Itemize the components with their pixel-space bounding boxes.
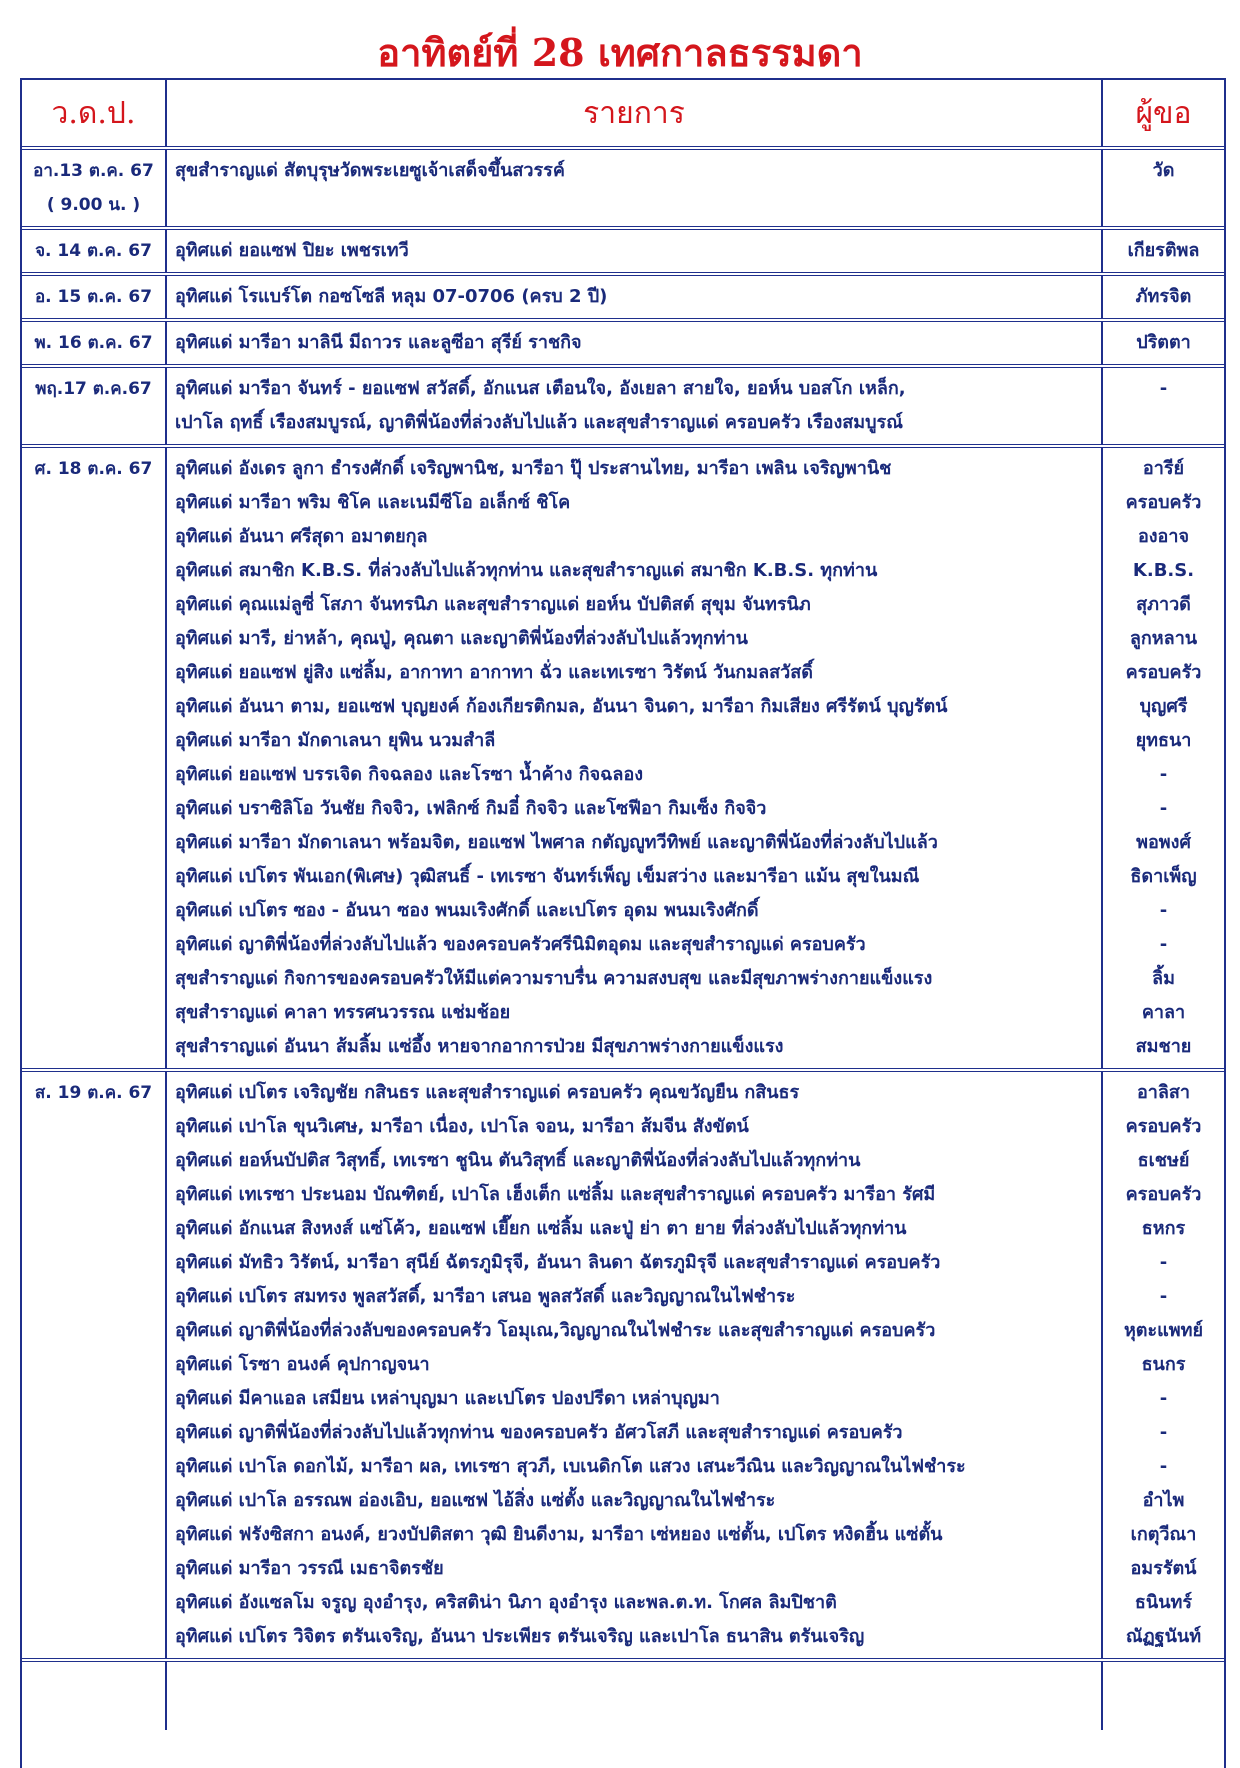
requester-name: - [1159, 1252, 1168, 1273]
intention-line: อุทิศแด่ มีคาแอล เสมียน เหล่าบุญมา และเปโตร ปองปรีดา เหล่าบุญมา [175, 1388, 720, 1409]
intention-line: อุทิศแด่ เปาโล ดอกไม้, มารีอา ผล, เทเรซา สุวภี, เบเนดิกโต แสวง เสนะวีณิน และวิญญาณในไฟชำระ [175, 1456, 966, 1477]
intention-line: อุทิศแด่ เปโตร ซอง - อันนา ซอง พนมเริงศักดิ์ และเปโตร อุดม พนมเริงศักดิ์ [175, 900, 759, 921]
items-cell [166, 228, 1102, 274]
date-text: อา.13 ต.ค. 67 [33, 161, 154, 181]
intention-line: อุทิศแด่ มารีอา จันทร์ - ยอแซฟ สวัสดิ์, อักแนส เตือนใจ, อังเยลา สายใจ, ยอห์น บอสโก เหล็ก, [175, 378, 906, 399]
intention-line: อุทิศแด่ โรซา อนงค์ คุปกาญจนา [175, 1354, 430, 1375]
table-row [22, 320, 1224, 366]
intention-line: อุทิศแด่ อันนา ศรีสุดา อมาตยกุล [175, 526, 428, 547]
intention-line: อุทิศแด่ ญาติพี่น้องที่ล่วงลับไปแล้วทุกท่าน ของครอบครัว อัศวโสภี และสุขสำราญแด่ ครอบครัว [175, 1422, 903, 1443]
items-cell [166, 274, 1102, 320]
intention-line: อุทิศแด่ ญาติพี่น้องที่ล่วงลับไปแล้ว ของครอบครัวศรีนิมิตอุดม และสุขสำราญแด่ ครอบครัว [175, 934, 866, 955]
empty-cell [166, 1660, 1102, 1730]
items-cell [166, 366, 1102, 446]
empty-cell [22, 1660, 166, 1730]
requester-name: ครอบครัว [1125, 1116, 1202, 1137]
table-row [22, 274, 1224, 320]
intention-line: อุทิศแด่ อังเดร ลูกา ธำรงศักดิ์ เจริญพานิช, มารีอา ปุ๊ ประสานไทย, มารีอา เพลิน เจริญพานิช [175, 458, 892, 479]
requester-name: พอพงศ์ [1136, 832, 1191, 853]
page-title: อาทิตย์ที่ 28 เทศกาลธรรมดา [377, 30, 863, 75]
items-cell [166, 320, 1102, 366]
items-cell [166, 446, 1102, 1070]
requester-name: ครอบครัว [1125, 662, 1202, 683]
requester-name: อาลิสา [1136, 1082, 1191, 1103]
requester-name: - [1159, 1388, 1168, 1409]
requester-cell [1102, 1070, 1224, 1660]
intention-line: อุทิศแด่ มารีอา พริม ชิโค และเนมีซีโอ อเล็กซ์ ชิโค [175, 492, 571, 513]
requester-name: ครอบครัว [1125, 1184, 1202, 1205]
requester-name: ลิ้ม [1152, 968, 1175, 989]
date-text: ส. 19 ต.ค. 67 [34, 1083, 153, 1103]
date-text: ศ. 18 ต.ค. 67 [34, 459, 153, 479]
intention-line: อุทิศแด่ ญาติพี่น้องที่ล่วงลับของครอบครัว โอมุเณ,วิญญาณในไฟชำระ และสุขสำราญแด่ ครอบครัว [175, 1320, 936, 1341]
requester-name: ภัทรจิต [1135, 286, 1192, 307]
intention-line: อุทิศแด่ ยอแซฟ ปิยะ เพชรเทวี [175, 240, 409, 261]
requester-cell [1102, 446, 1224, 1070]
items-cell [166, 148, 1102, 228]
intention-line: อุทิศแด่ มารี, ย่าหล้า, คุณปู่, คุณตา และญาติพี่น้องที่ล่วงลับไปแล้วทุกท่าน [175, 628, 748, 649]
requester-name: ณัฏฐนันท์ [1125, 1626, 1202, 1647]
intention-line: อุทิศแด่ คุณแม่ลูซี่ โสภา จันทรนิภ และสุขสำราญแด่ ยอห์น บัปติสต์ สุขุม จันทรนิภ [175, 594, 811, 615]
requester-name: ธนกร [1141, 1354, 1186, 1375]
intention-line: สุขสำราญแด่ สัตบุรุษวัดพระเยซูเจ้าเสด็จขึ้นสวรรค์ [175, 160, 565, 181]
date-cell [22, 274, 166, 320]
intention-line: อุทิศแด่ เปาโล อรรณพ อ่องเอิบ, ยอแซฟ ไอ้สิ่ง แซ่ตั้ง และวิญญาณในไฟชำระ [175, 1490, 776, 1511]
header-date: ว.ด.ป. [22, 80, 166, 148]
requester-cell [1102, 366, 1224, 446]
table-row-partial [22, 1660, 1224, 1730]
table-row [22, 228, 1224, 274]
table-body [22, 148, 1224, 1730]
requester-name: - [1159, 378, 1168, 399]
requester-name: - [1159, 1456, 1168, 1477]
intention-line: อุทิศแด่ เทเรซา ประนอม บัณฑิตย์, เปาโล เฮ็งเต็ก แซ่ลิ้ม และสุขสำราญแด่ ครอบครัว มารีอา รัศมี [175, 1184, 936, 1205]
requester-name: ยุทธนา [1135, 730, 1192, 751]
requester-name: K.B.S. [1132, 560, 1195, 581]
table-row [22, 1070, 1224, 1660]
requester-name: เกตุวีณา [1130, 1524, 1197, 1545]
intention-line: อุทิศแด่ เปโตร วิจิตร ตรันเจริญ, อันนา ประเพียร ตรันเจริญ และเปาโล ธนาสิน ตรันเจริญ [175, 1626, 865, 1647]
items-cell [166, 1070, 1102, 1660]
intention-line: อุทิศแด่ บราซิลิโอ วันชัย กิจจิว, เฟลิกซ์ กิมอี๋ กิจจิว และโซฟีอา กิมเซ็ง กิจจิว [175, 798, 767, 819]
intention-line: อุทิศแด่ สมาชิก K.B.S. ที่ล่วงลับไปแล้วทุกท่าน และสุขสำราญแด่ สมาชิก K.B.S. ทุกท่าน [175, 560, 878, 581]
requester-name: - [1159, 934, 1168, 955]
intention-line: อุทิศแด่ ยอห์นบัปติส วิสุทธิ์, เทเรซา ชูนิน ตันวิสุทธิ์ และญาติพี่น้องที่ล่วงลับไปแล้วทุกท่าน [175, 1150, 861, 1171]
date-cell [22, 148, 166, 228]
date-time-text: ( 9.00 น. ) [46, 195, 141, 215]
intentions-table-frame [20, 78, 1226, 1768]
requester-name: หุตะแพทย์ [1123, 1320, 1204, 1341]
date-text: อ. 15 ต.ค. 67 [34, 287, 153, 307]
requester-name: ครอบครัว [1125, 492, 1202, 513]
requester-name: บุญศรี [1139, 696, 1188, 717]
intention-line: อุทิศแด่ มารีอา วรรณี เมธาจิตรชัย [175, 1558, 444, 1579]
requester-name: องอาจ [1137, 526, 1190, 547]
requester-name: สุภาวดี [1136, 594, 1191, 615]
table-row [22, 446, 1224, 1070]
requester-name: ธหกร [1141, 1218, 1186, 1239]
date-cell [22, 1070, 166, 1660]
date-text: จ. 14 ต.ค. 67 [35, 241, 152, 261]
requester-cell [1102, 228, 1224, 274]
requester-name: สมชาย [1135, 1036, 1192, 1057]
requester-name: - [1159, 900, 1168, 921]
date-cell [22, 366, 166, 446]
requester-name: ลูกหลาน [1129, 628, 1198, 649]
empty-cell [1102, 1660, 1224, 1730]
intention-line: สุขสำราญแด่ คาลา ทรรศนวรรณ แช่มช้อย [175, 1002, 511, 1023]
requester-name: - [1159, 764, 1168, 785]
requester-cell [1102, 274, 1224, 320]
intention-line: อุทิศแด่ มารีอา มาลินี มีถาวร และลูซีอา สุรีย์ ราชกิจ [175, 332, 582, 353]
requester-name: ธิดาเพ็ญ [1130, 866, 1197, 887]
date-text: พ. 16 ต.ค. 67 [34, 333, 153, 353]
intention-line: อุทิศแด่ มัทธิว วิรัตน์, มารีอา สุนีย์ ฉัตรภูมิรุจี, อันนา ลินดา ฉัตรภูมิรุจี และสุขสำราญแด่ ครอบครัว [175, 1252, 941, 1273]
intention-line: อุทิศแด่ ยอแซฟ บรรเจิด กิจฉลอง และโรซา น้ำค้าง กิจฉลอง [175, 764, 644, 785]
intention-line: อุทิศแด่ อันนา ตาม, ยอแซฟ บุญยงค์ ก้องเกียรติกมล, อันนา จินดา, มารีอา กิมเสียง ศรีรัตน์ บุญรัตน์ [175, 696, 948, 717]
requester-name: วัด [1152, 160, 1175, 181]
requester-name: อารีย์ [1142, 458, 1185, 479]
requester-name: - [1159, 1286, 1168, 1307]
intention-line: สุขสำราญแด่ กิจการของครอบครัวให้มีแต่ความราบรื่น ความสงบสุข และมีสุขภาพร่างกายแข็งแรง [175, 968, 933, 989]
table-row [22, 148, 1224, 228]
intention-line: อุทิศแด่ เปาโล ขุนวิเศษ, มารีอา เนื่อง, เปาโล จอน, มารีอา ส้มจีน สังขัตน์ [175, 1116, 749, 1137]
requester-name: คาลา [1141, 1002, 1186, 1023]
requester-name: เกียรติพล [1127, 240, 1200, 261]
intentions-table [22, 80, 1224, 1730]
requester-name: ปริตตา [1136, 332, 1191, 353]
intention-line: เปาโล ฤทธิ์ เรืองสมบูรณ์, ญาติพี่น้องที่ล่วงลับไปแล้ว และสุขสำราญแด่ ครอบครัว เรืองสมบูรณ์ [175, 412, 903, 433]
header-items: รายการ [166, 80, 1102, 148]
requester-cell [1102, 320, 1224, 366]
requester-cell [1102, 148, 1224, 228]
date-cell [22, 320, 166, 366]
intention-line: อุทิศแด่ มารีอา มักดาเลนา ยุพิน นวมสำลี [175, 730, 496, 751]
date-cell [22, 446, 166, 1070]
requester-name: - [1159, 1422, 1168, 1443]
intention-line: อุทิศแด่ อักแนส สิงหงส์ แซ่โค้ว, ยอแซฟ เยี๊ยก แซ่ลิ้ม และปู่ ย่า ตา ยาย ที่ล่วงลับไปแล้วทุกท่าน [175, 1218, 907, 1239]
requester-name: ธนินทร์ [1134, 1592, 1193, 1613]
date-cell [22, 228, 166, 274]
requester-name: ธเชษย์ [1137, 1150, 1190, 1171]
intention-line: อุทิศแด่ ยอแซฟ ยู่สิง แซ่ลิ้ม, อากาทา อากาทา ฉั่ว และเทเรซา วิรัตน์ วันกมลสวัสดิ์ [175, 662, 813, 683]
header-requester: ผู้ขอ [1102, 80, 1224, 148]
requester-name: อำไพ [1142, 1490, 1185, 1511]
intention-line: อุทิศแด่ เปโตร พันเอก(พิเศษ) วุฒิสนธิ์ - เทเรซา จันทร์เพ็ญ เข็มสว่าง และมารีอา แม้น สุขในมณี [175, 866, 920, 887]
requester-name: อมรรัตน์ [1130, 1558, 1197, 1579]
intention-line: อุทิศแด่ เปโตร สมทรง พูลสวัสดิ์, มารีอา เสนอ พูลสวัสดิ์ และวิญญาณในไฟชำระ [175, 1286, 796, 1307]
date-text: พฤ.17 ต.ค.67 [35, 379, 152, 399]
intention-line: อุทิศแด่ ฟรังซิสกา อนงค์, ยวงบัปติสตา วุฒิ ยินดีงาม, มารีอา เซ่หยอง แซ่ตั้น, เปโตร หงิดฮิ้น แซ่ตั้น [175, 1524, 943, 1545]
requester-name: - [1159, 798, 1168, 819]
intention-line: อุทิศแด่ เปโตร เจริญชัย กสินธร และสุขสำราญแด่ ครอบครัว คุณขวัญยืน กสินธร [175, 1082, 800, 1103]
intention-line: อุทิศแด่ อังแซลโม จรูญ อุงอำรุง, คริสติน่า นิภา อุงอำรุง และพล.ต.ท. โกศล ลิมปิชาติ [175, 1592, 837, 1613]
table-row [22, 366, 1224, 446]
intention-line: อุทิศแด่ มารีอา มักดาเลนา พร้อมจิต, ยอแซฟ ไพศาล กตัญญูทวีทิพย์ และญาติพี่น้องที่ล่วงลับไปแล้ว [175, 832, 938, 853]
intention-line: อุทิศแด่ โรแบร์โต กอซโซลี หลุม 07-0706 (ครบ 2 ปี) [175, 286, 608, 307]
intention-line: สุขสำราญแด่ อันนา ส้มลิ้ม แซ่อึ้ง หายจากอาการป่วย มีสุขภาพร่างกายแข็งแรง [175, 1036, 784, 1057]
